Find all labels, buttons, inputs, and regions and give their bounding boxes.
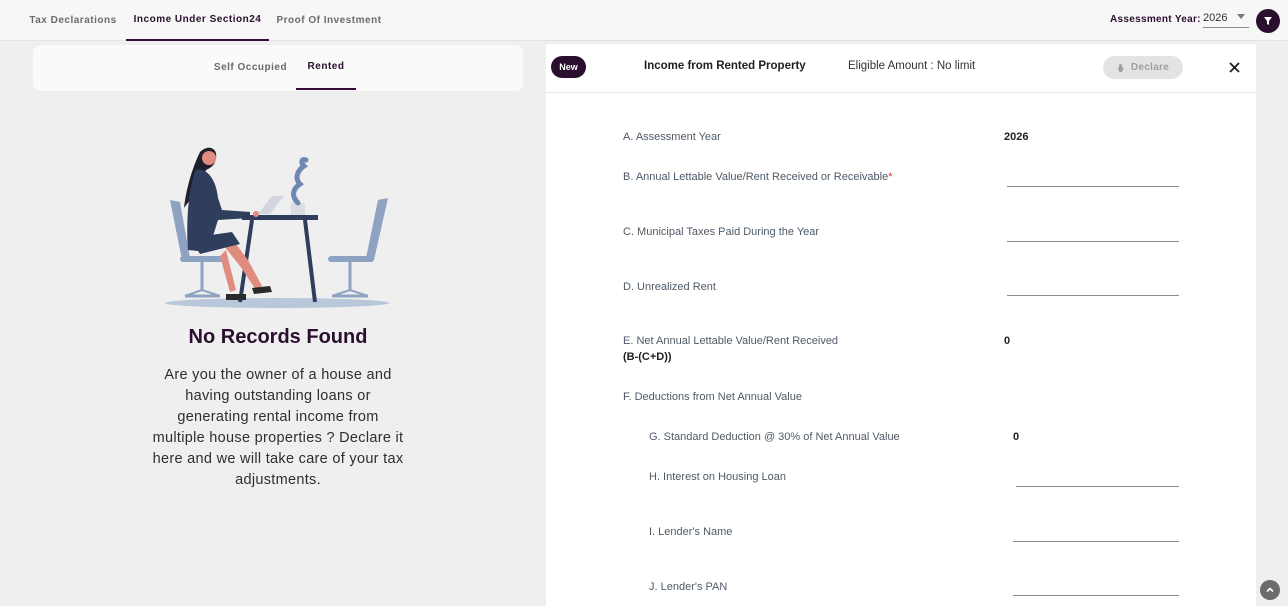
empty-state-title: No Records Found xyxy=(188,326,368,348)
scroll-to-top-button[interactable] xyxy=(1260,580,1280,600)
housing-loan-interest-label: H. Interest on Housing Loan xyxy=(649,471,786,483)
new-badge: New xyxy=(551,56,586,78)
filter-button[interactable] xyxy=(1256,9,1280,33)
tab-self-occupied[interactable]: Self Occupied xyxy=(213,62,288,73)
empty-state-description: Are you the owner of a house and having outstanding loans or generating rental income from multiple house properties ? Declare it here and we will take care of your tax adjustments. xyxy=(152,367,404,488)
assessment-year-value: 2026 xyxy=(1203,12,1228,24)
municipal-taxes-input[interactable] xyxy=(1007,222,1179,242)
annual-lettable-value-label xyxy=(623,171,892,183)
assessment-year-row-value: 2026 xyxy=(1004,131,1029,143)
standard-deduction-label: G. Standard Deduction @ 30% of Net Annual Value xyxy=(649,431,900,443)
housing-loan-interest-input[interactable] xyxy=(1016,467,1179,487)
annual-lettable-value-text: B. Annual Lettable Value/Rent Received or Receivable xyxy=(623,171,889,183)
net-annual-value-label: E. Net Annual Lettable Value/Rent Received xyxy=(623,335,839,347)
net-annual-value-formula: (B-(C+D)) xyxy=(623,351,672,363)
panel-title: Income from Rented Property xyxy=(644,60,806,72)
assessment-year-row-label: A. Assessment Year xyxy=(623,131,721,143)
municipal-taxes-label: C. Municipal Taxes Paid During the Year xyxy=(623,226,820,238)
empty-state-illustration xyxy=(160,140,400,315)
tab-income-under-section24[interactable]: Income Under Section24 xyxy=(126,0,269,41)
declare-button[interactable] xyxy=(1103,56,1183,79)
filter-icon xyxy=(1263,16,1273,26)
lender-pan-input[interactable] xyxy=(1013,576,1179,596)
deductions-label: F. Deductions from Net Annual Value xyxy=(623,391,802,403)
top-navigation-bar xyxy=(0,0,1288,41)
panel-header xyxy=(546,44,1256,93)
tab-proof-of-investment[interactable]: Proof Of Investment xyxy=(276,15,382,26)
close-button[interactable] xyxy=(1226,58,1242,76)
unrealized-rent-label: D. Unrealized Rent xyxy=(623,281,716,293)
required-asterisk: * xyxy=(888,171,893,183)
tab-rented[interactable]: Rented xyxy=(296,45,356,90)
lender-name-label: I. Lender's Name xyxy=(649,526,733,538)
tab-tax-declarations[interactable]: Tax Declarations xyxy=(29,15,117,26)
rented-property-form-panel xyxy=(546,44,1256,606)
annual-lettable-value-input[interactable] xyxy=(1007,167,1179,187)
assessment-year-select[interactable] xyxy=(1203,10,1249,28)
lender-name-input[interactable] xyxy=(1013,522,1179,542)
assessment-year-label: Assessment Year: xyxy=(1110,14,1201,25)
net-annual-value-amount: 0 xyxy=(1004,335,1011,347)
unrealized-rent-input[interactable] xyxy=(1007,276,1179,296)
declare-label: Declare xyxy=(1130,62,1170,73)
arrow-up-icon xyxy=(1265,585,1275,595)
standard-deduction-amount: 0 xyxy=(1013,431,1020,443)
property-type-tabs xyxy=(33,45,523,91)
close-icon xyxy=(1229,62,1240,73)
lender-pan-label: J. Lender's PAN xyxy=(649,581,728,593)
chevron-down-icon xyxy=(1237,14,1245,19)
eligible-amount: Eligible Amount : No limit xyxy=(848,60,976,72)
hand-icon xyxy=(1117,63,1126,73)
